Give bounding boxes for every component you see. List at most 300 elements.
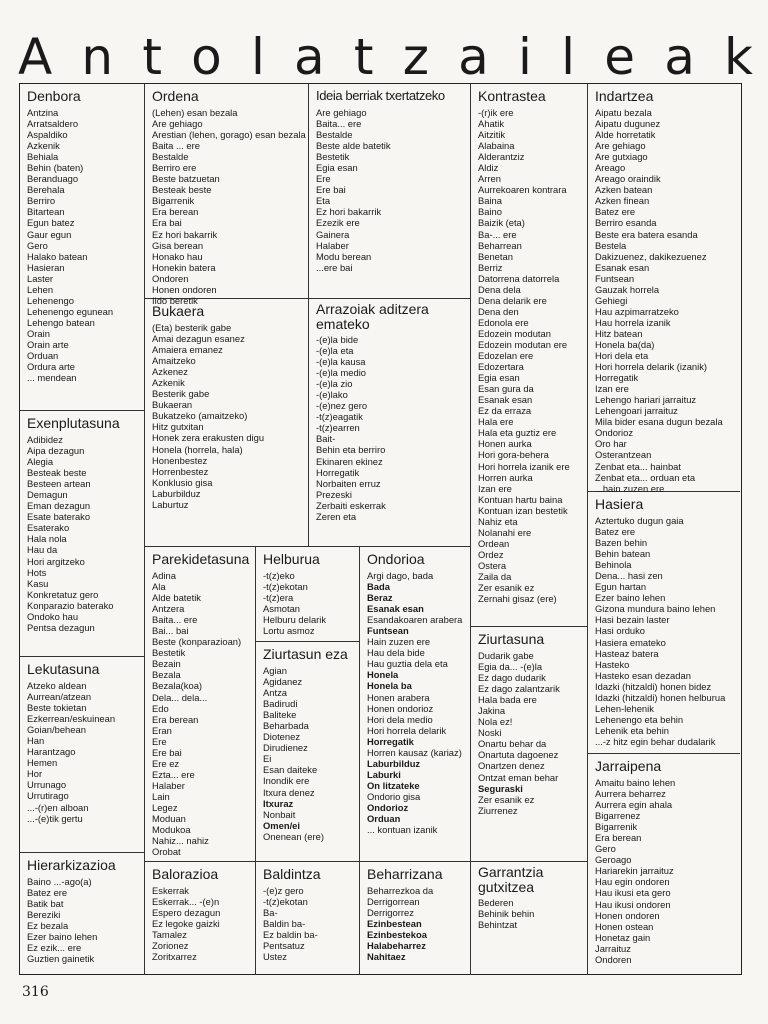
connector-item: Orain [27,327,50,339]
connector-item: Laster [27,272,54,284]
connector-item: Orduan [27,350,59,362]
section-heading: Arrazoiak aditzera emateko [316,301,429,332]
connector-item: Hasteaz batera [595,647,659,659]
connector-item: Bazen behin [595,537,648,549]
connector-item: Orobat [152,846,181,858]
connector-item: Nahiz... nahiz [152,835,209,847]
connector-item: Hitz batean [595,327,643,339]
connector-item: Honen ondorioz [367,702,434,714]
connector-item: Beharbada [263,720,309,732]
connector-list [367,885,465,962]
connector-item: Datorrena datorrela [478,272,560,284]
connector-item: Lehenik eta behin [595,724,670,736]
connector-item: Behintzat [478,919,518,931]
connector-list [27,107,139,383]
connector-item: Are gutxiago [595,151,648,163]
section-hasiera [588,492,740,754]
connector-item: Baita... ere [152,614,198,626]
connector-item: -t(z)ekotan [263,581,308,593]
section-heading: Parekidetasuna [152,551,250,567]
connector-item: Ala [152,581,166,593]
connector-item: Izan ere [478,482,512,494]
connector-item: Alde horretatik [595,129,656,141]
connector-item: Behinola [595,559,632,571]
section-exenplutasuna [20,411,145,657]
connector-item: Kontuan hartu baina [478,493,563,505]
connector-item: Edonola ere [478,316,529,328]
connector-item: Hori horrela delarik [367,724,447,736]
connector-list [27,434,139,633]
connector-list [263,665,354,842]
connector-item: Gero [595,843,616,855]
connector-item: Inondik ere [263,775,310,787]
connector-item: Esaterako [27,522,70,534]
connector-item: Beste tokietan [27,702,87,714]
connector-item: Lehen-lehenik [595,702,654,714]
section-ondorioa [360,547,471,862]
connector-item: -t(z)earren [316,422,360,434]
connector-item: Ordean [478,537,510,549]
section-heading: Ideia berriak txertatzeko [316,88,445,103]
connector-item: Beste batzuetan [152,173,220,185]
connector-item: Zer esanik ez [478,793,535,805]
connector-item: Egun batez [27,217,75,229]
connector-item: Azkenez [152,366,188,378]
connector-item: Zerbaiti eskerrak [316,499,386,511]
connector-list [263,570,354,636]
connector-item: Nahiz eta [478,515,518,527]
connector-item: Edozein modutan ere [478,338,568,350]
section-denbora [20,84,145,411]
connector-item: Lehenengo egunean [27,305,114,317]
connector-item: Agian [263,665,287,676]
connector-item: Halaber [316,239,349,251]
connector-item: Behinik behin [478,908,535,920]
connector-item: Hau azpimarratzeko [595,305,679,317]
connector-item: Horregatik [316,466,360,478]
connector-item: Bukaeran [152,399,193,411]
connector-list [152,885,250,962]
connector-item: Pentsatuz [263,940,305,952]
connector-item: Hasi bezain laster [595,614,670,626]
connector-item: Dirudienez [263,742,308,754]
connector-item: Honen ondoren [595,909,660,921]
section-ziurtasuna [471,627,588,862]
connector-item: Ere bai [316,184,346,196]
connector-item: Dela... dela... [152,691,208,703]
connector-item: Honela ba [367,680,412,692]
connector-item: Lehengoari jarraituz [595,405,678,417]
connector-item: Urrutirago [27,790,69,802]
connector-item: Berriro ere [152,162,197,174]
connector-item: Ekinaren ekinez [316,455,383,467]
connector-item: Baita... ere [316,118,362,130]
connector-item: Besterik gabe [152,388,210,400]
connector-item: Harantzago [27,746,76,758]
connector-item: Laburbilduz [367,757,421,769]
connector-item: Esan gura da [478,383,534,395]
connector-item: Onenean (ere) [263,830,324,842]
connector-item: Ez da erraza [478,405,532,417]
connector-item: Lehengo hariari jarraituz [595,394,697,406]
connector-item: Atzeko aldean [27,680,87,691]
connector-item: Ondorio gisa [367,790,421,802]
connector-item: Itxuraz [263,797,294,809]
page-number: 316 [22,984,49,1000]
connector-item: Noski [478,727,502,739]
connector-item: Idazki (hitzaldi) honen bidez [595,680,712,692]
connector-item: Bestalde [316,129,353,141]
connector-item: Pentsa dezagun [27,621,95,633]
connector-item: Aurrean/atzean [27,691,92,703]
connector-item: Hariarekin jarraituz [595,865,674,877]
connector-item: Honen ondoren [152,283,217,295]
connector-item: Konklusio gisa [152,476,213,488]
connector-item: Gehiegi [595,294,628,306]
connector-item: Urrunago [27,779,67,791]
connector-item: Dudarik gabe [478,650,534,661]
connector-item: Ez bezala [27,920,69,932]
connector-item: -(e)lako [316,389,348,401]
connector-item: Han [27,735,45,747]
connector-item: Areago oraindik [595,173,661,185]
connector-item: Laburki [367,768,401,780]
connector-item: Ere ez [152,757,180,769]
connector-item: Amaitu baino lehen [595,777,676,788]
connector-item: Berriro esanda [595,217,657,229]
connector-item: Helburu delarik [263,614,327,626]
connector-item: Hala bada ere [478,694,537,706]
connector-item: Azken finean [595,195,650,207]
connector-item: Hori dela eta [595,350,649,362]
connector-item: Bestetik [152,647,186,659]
connector-list [152,322,303,510]
connector-item: Egia esan [478,372,520,384]
connector-item: Azken batean [595,184,653,196]
connector-item: Kasu [27,577,49,589]
connector-item: Geroago [595,854,632,866]
connector-item: Ezer baino lehen [27,931,98,943]
connector-item: Egun hartan [595,581,647,593]
section-parekidetasuna [145,547,256,862]
section-heading: Ordena [152,88,199,104]
connector-item: -(e)la kausa [316,356,366,368]
connector-item: Espero dezagun [152,907,221,919]
connector-item: Lehen [27,283,54,295]
connector-item: Hasteko [595,658,630,670]
section-arrazoiak [309,299,471,547]
connector-item: Gisa berean [152,239,204,251]
title-letter: n [81,28,114,86]
connector-item: Azkenik [152,377,185,389]
title-letter: a [664,28,695,86]
connector-item: Era bai [152,217,182,229]
connector-item: Ondoren [152,272,189,284]
connector-item: Orain arte [27,338,69,350]
connector-item: Aipatu dugunez [595,118,661,130]
connector-item: Honako hau [152,250,203,262]
connector-item: Ez hori bakarrik [152,228,218,240]
connector-item: Derrigorrean [367,896,420,908]
connector-item: Era berean [152,206,199,218]
connector-item: Demagun [27,489,68,501]
connector-item: Are gehiago [595,140,646,152]
connector-item: Ez ezik... ere [27,942,82,954]
connector-item: Lehenengo [27,294,74,306]
section-kontrastea [471,84,588,627]
connector-item: ...ere bai [316,261,353,273]
connector-item: Aipa dezagun [27,445,85,457]
connector-item: Norbaiten erruz [316,477,381,489]
connector-item: Laburbilduz [152,487,201,499]
connector-item: Besteak beste [152,184,212,196]
connector-item: Alderantziz [478,151,525,163]
connector-item: Orduan [367,813,401,825]
section-heading: Balorazioa [152,866,219,882]
connector-item: Beharrezkoa da [367,885,434,896]
connector-item: Nahitaez [367,951,406,963]
connector-item: Ezkerrean/eskuinean [27,713,116,725]
connector-item: Behin (baten) [27,162,84,174]
section-heading: Kontrastea [478,88,546,104]
connector-item: Asmotan [263,603,300,615]
connector-item: Ordez [478,548,504,560]
connector-item: Lehenengo eta behin [595,713,684,725]
connector-item: Esate baterako [27,511,91,523]
connector-item: Argi dago, bada [367,570,434,581]
connector-item: Zernahi gisaz (ere) [478,593,557,605]
connector-item: Aspaldiko [27,129,68,141]
connector-item: ...-(e)tik gertu [27,812,83,824]
connector-item: Zer esanik ez [478,582,535,594]
section-indartzea [588,84,740,492]
connector-item: Ostera [478,559,507,571]
connector-item: Aurrera egin ahala [595,799,673,811]
connector-item: Zenbat eta... orduan eta [595,471,696,483]
connector-item: Nonbait [263,808,296,820]
connector-item: Modu berean [316,250,372,262]
connector-item: -(r)ik ere [478,107,514,118]
connector-item: Berriz [478,261,503,273]
connector-item: Halabeharrez [367,940,426,952]
connector-item: Besteen artean [27,478,91,490]
connector-item: Horren kausaz (kariaz) [367,746,462,758]
connector-item: Hemen [27,757,58,769]
connector-item: Hau horrela izanik [595,316,671,328]
connector-item: Hori dela medio [367,713,433,725]
connector-item: Oro har [595,438,627,450]
connector-item: Funtsean [367,625,409,637]
connector-item: Arren [478,173,501,185]
connector-item: Aurrera beharrez [595,788,666,800]
connector-item: Aitzitik [478,129,506,141]
connector-item: Guztien gainetik [27,953,95,965]
connector-item: Beharrean [478,239,522,251]
connector-item: Esanak esan [367,603,424,615]
connector-list [595,107,735,494]
connector-item: Tamalez [152,929,187,941]
title-letter: l [561,28,576,86]
connector-item: Zenbat eta... hainbat [595,460,682,472]
connector-item: Gainera [316,228,350,240]
connector-item: Legez [152,801,178,813]
section-heading: Helburua [263,551,320,567]
connector-item: Bestetik [316,151,350,163]
connector-item: Bigarrenik [595,821,638,833]
connector-item: Ondorioz [367,801,409,813]
connector-item: Aurrekoaren kontrara [478,184,567,196]
connector-item: Besteak beste [27,467,87,479]
title-letter: A [18,28,53,86]
connector-item: Honenbestez [152,454,208,466]
connector-item: Ez hori bakarrik [316,206,382,218]
connector-item: Ei [263,753,272,765]
connector-item: Jarraituz [595,942,631,954]
connector-list [478,650,582,816]
connector-item: Halaber [152,779,185,791]
connector-item: Goian/behean [27,724,86,736]
connector-item: ...hain zuzen ere [595,482,665,494]
connector-item: Edozertara [478,361,524,373]
connector-item: Egia da... -(e)la [478,661,543,673]
connector-item: Moduan [152,813,186,825]
connector-list [595,777,735,965]
section-heading: Bukaera [152,303,205,319]
connector-item: Ondoren [595,953,632,965]
connector-item: Batez ere [27,887,68,899]
connector-item: Baliteke [263,709,297,721]
connector-item: Jakina [478,705,506,717]
section-ziurtasun-eza [256,642,360,862]
connector-item: Hau dela bide [367,647,425,659]
connector-item: -(e)la bide [316,334,359,345]
connector-item: Hain zuzen ere [367,636,431,648]
connector-item: Antzina [27,107,59,118]
connector-list [367,570,465,835]
connector-item: Halako batean [27,250,88,262]
connector-item: Aipatu bezala [595,107,652,118]
connector-item: Dena den [478,305,519,317]
connector-item: Alegia [27,456,54,468]
section-lekutasuna [20,657,145,853]
connector-item: Onartuta dagoenez [478,749,559,761]
connector-item: Baita ... ere [152,140,200,152]
title-letter: t [142,28,162,86]
connector-item: Honela ba(da) [595,338,655,350]
section-heading: Ziurtasun eza [263,646,348,662]
connector-item: Behin batean [595,548,651,560]
connector-item: Gaur egun [27,228,72,240]
title-letter: a [294,28,325,86]
connector-item: -(e)nez gero [316,400,368,412]
connector-item: Ziurrenez [478,804,518,816]
section-heading: Lekutasuna [27,661,100,677]
connector-item: Baldin ba- [263,918,306,930]
connector-item: Konkretatuz gero [27,588,99,600]
connector-item: Horren aurka [478,471,533,483]
connector-item: Hau ikusi ondoren [595,898,671,910]
section-heading: Garrantzia gutxitzea [478,864,544,895]
section-helburua [256,547,360,642]
title-letter: t [353,28,374,86]
connector-item: Honekin batera [152,261,216,273]
connector-item: Gizona mundura baino lehen [595,603,716,615]
connector-item: Ezta... ere [152,768,195,780]
connector-item: Era berean [152,713,199,725]
connector-item: Hala eta guztiz ere [478,427,557,439]
connector-item: Honen ostean [595,920,654,932]
connector-item: ...-z hitz egin behar dudalarik [595,735,716,747]
connector-item: Amaitzeko [152,355,196,367]
connector-item: Beranduago [27,173,79,185]
connector-item: Bestalde [152,151,189,163]
connector-item: Mila bider esana dugun bezala [595,416,723,428]
connector-item: -(e)la zio [316,378,353,390]
connector-item: Ez legoke gaizki [152,918,220,930]
connector-item: Funtsean [595,272,635,284]
connector-item: Hasteko esan dezadan [595,669,691,681]
connector-item: -(e)la medio [316,367,367,379]
connector-item: Zaila da [478,570,512,582]
connector-item: Adina [152,570,176,581]
connector-item: Arestian (lehen, gorago) esan bezala [152,129,306,141]
connector-item: Eskerrak [152,885,189,896]
title-letter: e [604,28,635,86]
connector-item: Batik bat [27,898,64,910]
connector-item: Behin eta berriro [316,444,386,456]
section-garrantzia-gutxitzea [471,862,588,975]
connector-item: Hitz gutxitan [152,421,204,433]
connector-item: Omen/ei [263,819,300,831]
connector-list [152,570,250,857]
connector-item: Edozein modutan [478,327,551,339]
connector-item: Ba- [263,907,278,919]
connector-item: Ez dago zalantzarik [478,683,560,695]
connector-item: Bukatzeko (amaitzeko) [152,410,248,422]
connector-item: Ere [152,735,167,747]
connector-item: On litzateke [367,779,420,791]
connector-item: Behiala [27,151,59,163]
connector-item: Batez ere [595,526,636,538]
section-heading: Hasiera [595,496,644,512]
connector-item: Dakizuenez, dakikezuenez [595,250,707,262]
connector-item: Eman dezagun [27,500,91,512]
connector-item: Esanak esan [595,261,650,273]
connector-list [152,107,306,306]
connector-item: Ondorioz [595,427,634,439]
connector-item: -(e)z gero [263,885,304,896]
connector-item: Alde batetik [152,592,201,604]
connector-item: Lain [152,790,170,802]
connector-item: Hau ikusi eta gero [595,887,671,899]
connector-item: Ezezik ere [316,217,360,229]
title-letter: a [458,28,489,86]
connector-item: Honek zera erakusten digu [152,432,265,444]
section-baldintza [256,862,360,975]
connector-item: Hau da [27,544,58,556]
connector-item: Batez ere [595,206,636,218]
connector-item: Gauzak horrela [595,283,660,295]
connector-item: Ustez [263,951,287,963]
connector-item: Honela (horrela, hala) [152,443,243,455]
connector-item: Onartu behar da [478,738,547,750]
connector-item: Ere [316,173,331,185]
section-ordena [145,84,309,306]
connector-item: Berriro [27,195,56,207]
connector-list [478,107,582,604]
connector-list [316,107,465,273]
connector-item: Areago [595,162,626,174]
